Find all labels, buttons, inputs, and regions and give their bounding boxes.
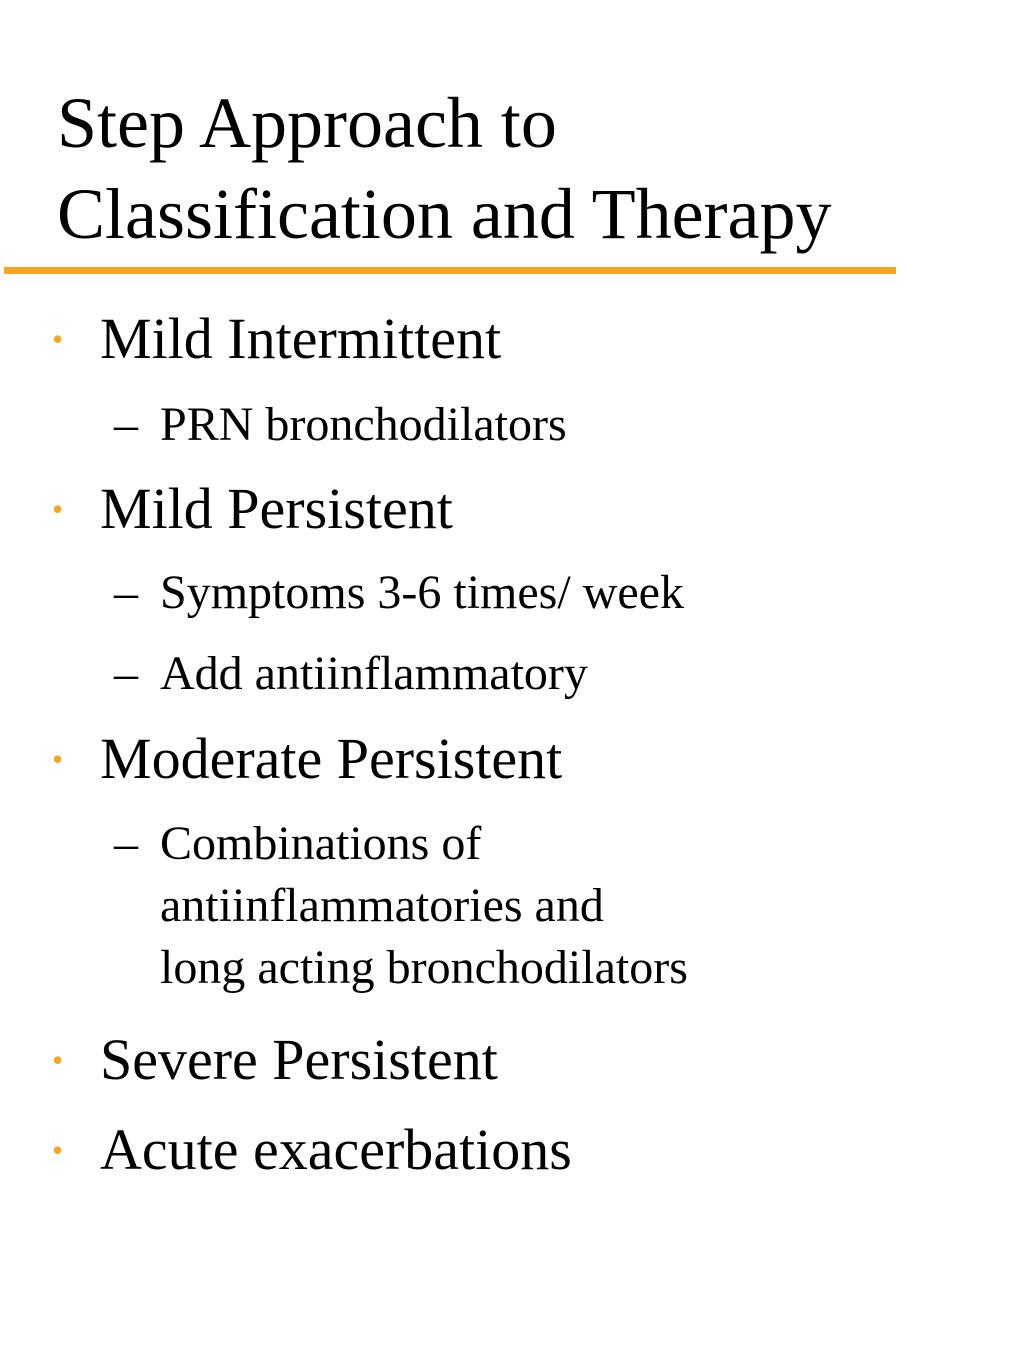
subitem-prn-bronchodilators (114, 394, 567, 456)
slide-title (57, 78, 997, 260)
bullet-item-mild-persistent (52, 476, 453, 542)
bullet-item-acute-exacerbations (52, 1117, 572, 1183)
title-underline-divider (4, 267, 896, 274)
subitem-add-antiinflammatory (114, 643, 588, 705)
subitem-text-line-2: antiinflammatories and (160, 879, 604, 932)
bullet-item-moderate-persistent (52, 726, 563, 792)
bullet-icon: • (52, 741, 64, 777)
subitem-text: Symptoms 3-6 times/ week (160, 566, 684, 619)
bullet-label: Severe Persistent (100, 1027, 498, 1092)
bullet-icon: • (52, 321, 64, 357)
bullet-icon: • (52, 491, 64, 527)
dash-icon: – (114, 566, 138, 619)
bullet-label: Moderate Persistent (100, 726, 563, 791)
bullet-icon: • (52, 1132, 64, 1168)
bullet-icon: • (52, 1042, 64, 1078)
slide-title-line-2: Classification and Therapy (57, 174, 832, 254)
bullet-item-severe-persistent (52, 1027, 498, 1093)
subitem-combinations (114, 813, 688, 999)
bullet-label: Mild Intermittent (100, 306, 502, 371)
dash-icon: – (114, 647, 138, 700)
slide-title-line-1: Step Approach to (57, 83, 557, 163)
bullet-label: Acute exacerbations (100, 1117, 572, 1182)
bullet-item-mild-intermittent (52, 306, 502, 372)
subitem-text-line-1: Combinations of (160, 817, 482, 870)
subitem-text-line-3: long acting bronchodilators (160, 941, 688, 994)
bullet-label: Mild Persistent (100, 476, 453, 541)
subitem-text: Add antiinflammatory (160, 647, 588, 700)
dash-icon: – (114, 817, 138, 870)
subitem-text: PRN bronchodilators (160, 398, 567, 451)
dash-icon: – (114, 398, 138, 451)
subitem-symptoms (114, 562, 684, 624)
